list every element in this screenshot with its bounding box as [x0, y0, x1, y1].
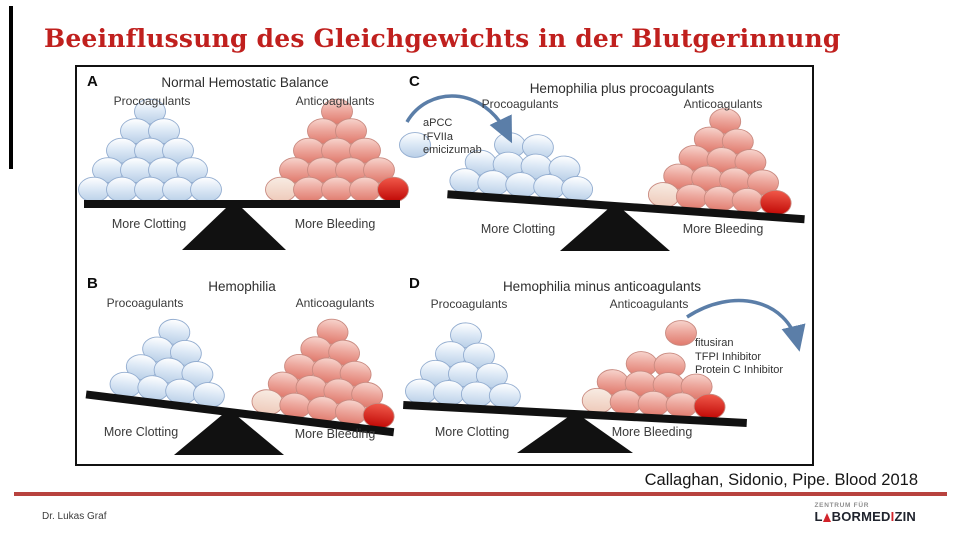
anticoagulant-ball	[378, 177, 409, 202]
procoagulant-ball	[163, 177, 194, 202]
panel-letter: C	[409, 73, 421, 90]
procoagulant-ball	[489, 383, 521, 409]
panel-letter: B	[87, 275, 99, 292]
panel-c	[407, 67, 812, 267]
balance-beam	[84, 200, 400, 208]
more-bleeding-label: More Bleeding	[294, 427, 376, 441]
logo-tagline: ZENTRUM FÜR	[814, 502, 870, 509]
labormedizin-logo	[815, 503, 917, 523]
annotation-line: emicizumab	[423, 144, 482, 156]
anticoagulant-pile	[648, 104, 798, 217]
hemostatic-balance-figure	[75, 65, 814, 466]
fulcrum-triangle	[182, 207, 286, 250]
procoagulants-label: Procoagulants	[430, 297, 508, 311]
panel-a	[77, 67, 407, 267]
procoagulants-label: Procoagulants	[481, 97, 559, 111]
footer-divider-line	[14, 492, 947, 496]
panel-title: Normal Hemostatic Balance	[161, 75, 329, 90]
anticoagulant-pile	[266, 99, 409, 202]
anticoagulants-label: Anticoagulants	[609, 297, 689, 311]
logo-triangle-a-icon	[823, 513, 831, 522]
seesaw-beam-group	[86, 290, 407, 436]
drug-annotation	[423, 117, 482, 158]
annotation-line: aPCC	[423, 117, 453, 129]
anticoagulant-ball	[322, 177, 353, 202]
procoagulant-ball	[107, 177, 138, 202]
anticoagulants-label: Anticoagulants	[295, 296, 375, 310]
anticoagulant-ball	[350, 177, 381, 202]
annotation-line: TFPI Inhibitor	[695, 350, 762, 363]
logo-wordmark	[815, 510, 917, 524]
logo-red-i: I	[890, 508, 895, 524]
procoagulant-ball	[135, 177, 166, 202]
panel-letter: A	[87, 73, 99, 90]
citation-text: Callaghan, Sidonio, Pipe. Blood 2018	[644, 471, 918, 489]
procoagulant-ball	[79, 177, 110, 202]
logo-letter-l: L	[814, 508, 823, 524]
fulcrum-triangle	[560, 209, 670, 251]
more-bleeding-label: More Bleeding	[294, 217, 376, 231]
anticoagulant-pile	[251, 311, 405, 430]
procoagulant-ball	[191, 177, 222, 202]
anticoagulants-label: Anticoagulants	[295, 94, 375, 108]
drug-annotation	[695, 337, 783, 378]
slide-title: Beeinflussung des Gleichgewichts in der Blutgerinnung	[44, 24, 841, 53]
panel-b	[77, 267, 407, 464]
logo-end: ZIN	[894, 508, 916, 524]
seesaw-beam-group	[79, 99, 409, 208]
annotation-line: fitusiran	[695, 337, 734, 349]
removed-anticoagulant-ball	[666, 321, 697, 346]
logo-mid: BORMED	[831, 508, 891, 524]
procoagulant-pile	[109, 313, 233, 410]
panel-title: Hemophilia minus anticoagulants	[502, 279, 702, 294]
annotation-line: rFVIIa	[423, 130, 453, 143]
annotation-line: Protein C Inhibitor	[695, 364, 784, 376]
procoagulant-pile	[79, 99, 222, 202]
more-clotting-label: More Clotting	[103, 425, 179, 439]
author-name: Dr. Lukas Graf	[42, 511, 107, 522]
procoagulants-label: Procoagulants	[106, 296, 184, 310]
panel-title: Hemophilia plus procoagulants	[529, 81, 715, 96]
procoagulant-pile	[405, 320, 524, 409]
anticoagulants-label: Anticoagulants	[683, 97, 763, 111]
more-clotting-label: More Clotting	[111, 217, 187, 231]
panel-d	[407, 267, 812, 464]
anticoagulant-ball	[294, 177, 325, 202]
more-bleeding-label: More Bleeding	[611, 425, 693, 439]
left-accent-bar	[9, 6, 13, 169]
anticoagulant-ball	[266, 177, 297, 202]
more-bleeding-label: More Bleeding	[682, 222, 764, 236]
procoagulants-label: Procoagulants	[113, 94, 191, 108]
fulcrum-triangle	[174, 415, 284, 455]
more-clotting-label: More Clotting	[434, 425, 510, 439]
panel-letter: D	[409, 275, 421, 292]
more-clotting-label: More Clotting	[480, 222, 556, 236]
anticoagulant-ball	[693, 393, 725, 419]
panel-title: Hemophilia	[208, 279, 276, 294]
